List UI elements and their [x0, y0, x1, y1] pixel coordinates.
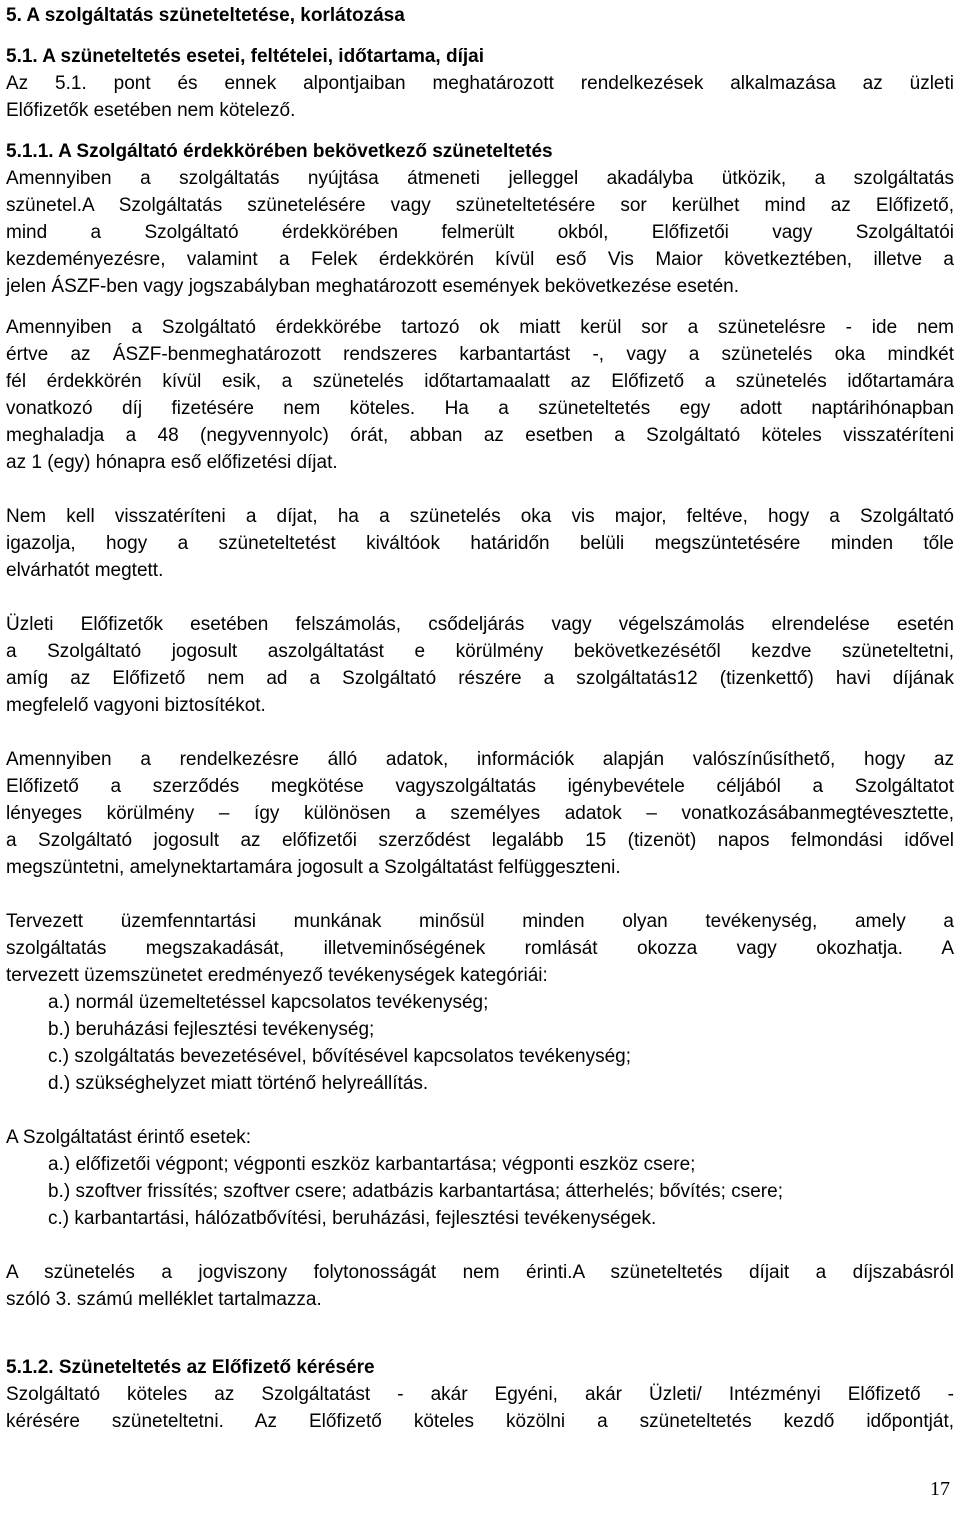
text-line: megszüntetni, amelynektartamára jogosult a Szolgáltatást felfüggeszteni.	[6, 857, 621, 878]
text-line: Tervezett üzemfenntartási munkának minősül minden olyan tevékenység, amely a	[6, 911, 954, 932]
text-line: tervezett üzemszünetet eredményező tevékenységek kategóriái:	[6, 965, 548, 986]
text-line: kezdeményezésre, valamint a Felek érdekkörén kívül eső Vis Maior következtében, illetve a	[6, 249, 954, 270]
text-line: A szünetelés a jogviszony folytonosságát nem érinti.A szüneteltetés díjait a díjszabásról	[6, 1262, 954, 1283]
subsubsection-title: 5.1.1. A Szolgáltató érdekkörében bekövetkező szüneteltetés	[6, 141, 553, 162]
text-line: szolgáltatás megszakadását, illetveminőségének romlását okozza vagy okozhatja. A	[6, 938, 954, 959]
text-line: meghaladja a 48 (negyvennyolc) órát, abban az esetben a Szolgáltató köteles visszatéríteni	[6, 425, 954, 446]
text-line: vonatkozó díj fizetésére nem köteles. Ha a szüneteltetés egy adott naptárihónapban	[6, 398, 954, 419]
text-line: Amennyiben a szolgáltatás nyújtása átmeneti jelleggel akadályba ütközik, a szolgáltatás	[6, 168, 954, 189]
list-item: b.) szoftver frissítés; szoftver csere; adatbázis karbantartása; átterhelés; bővítés; csere;	[48, 1181, 783, 1202]
text-line: Nem kell visszatéríteni a díjat, ha a szünetelés oka vis major, feltéve, hogy a Szolgáltató	[6, 506, 954, 527]
list-item: b.) beruházási fejlesztési tevékenység;	[48, 1019, 375, 1040]
text-line: Előfizetők esetében nem kötelező.	[6, 100, 296, 121]
text-line: fél érdekkörén kívül esik, a szünetelés időtartamaalatt az Előfizető a szünetelés időtartamára	[6, 371, 954, 392]
text-line: lényeges körülmény – így különösen a személyes adatok – vonatkozásábanmegtévesztette,	[6, 803, 954, 824]
list-item: d.) szükséghelyzet miatt történő helyreállítás.	[48, 1073, 429, 1094]
subsubsection-title: 5.1.2. Szüneteltetés az Előfizető kérésére	[6, 1357, 375, 1378]
text-line: Üzleti Előfizetők esetében felszámolás, csődeljárás vagy végelszámolás elrendelése esetén	[6, 614, 954, 635]
text-line: a Szolgáltató jogosult aszolgáltatást e körülmény bekövetkezésétől kezdve szüneteltetni,	[6, 641, 954, 662]
text-line: értve az ÁSZF-benmeghatározott rendszeres karbantartást -, vagy a szünetelés oka mindkét	[6, 344, 954, 365]
text-line: szóló 3. számú melléklet tartalmazza.	[6, 1289, 322, 1310]
text-line: kérésére szüneteltetni. Az Előfizető köteles közölni a szüneteltetés kezdő időpontját,	[6, 1411, 954, 1432]
text-line: A Szolgáltatást érintő esetek:	[6, 1127, 252, 1148]
section-title: 5. A szolgáltatás szüneteltetése, korlátozása	[6, 5, 405, 26]
page-number: 17	[930, 1478, 950, 1500]
list-item: a.) normál üzemeltetéssel kapcsolatos tevékenység;	[48, 992, 489, 1013]
list-item: c.) karbantartási, hálózatbővítési, beruházási, fejlesztési tevékenységek.	[48, 1208, 657, 1229]
document-page	[6, 0, 954, 1435]
text-line: elvárhatót megtett.	[6, 560, 164, 581]
subsection-title: 5.1. A szüneteltetés esetei, feltételei, időtartama, díjai	[6, 46, 484, 67]
text-line: mind a Szolgáltató érdekkörében felmerült okból, Előfizetői vagy Szolgáltatói	[6, 222, 954, 243]
text-line: Amennyiben a rendelkezésre álló adatok, információk alapján valószínűsíthető, hogy az	[6, 749, 954, 770]
text-line: Az 5.1. pont és ennek alpontjaiban meghatározott rendelkezések alkalmazása az üzleti	[6, 73, 954, 94]
list-item: a.) előfizetői végpont; végponti eszköz karbantartása; végponti eszköz csere;	[48, 1154, 696, 1175]
text-line: igazolja, hogy a szüneteltetést kiváltóok határidőn belüli megszüntetésére minden tőle	[6, 533, 954, 554]
text-line: Előfizető a szerződés megkötése vagyszolgáltatás igénybevétele céljából a Szolgáltatot	[6, 776, 954, 797]
text-line: Szolgáltató köteles az Szolgáltatást - akár Egyéni, akár Üzleti/ Intézményi Előfizető -	[6, 1384, 954, 1405]
text-line: az 1 (egy) hónapra eső előfizetési díjat.	[6, 452, 338, 473]
text-line: megfelelő vagyoni biztosítékot.	[6, 695, 266, 716]
text-line: amíg az Előfizető nem ad a Szolgáltató részére a szolgáltatás12 (tizenkettő) havi díjának	[6, 668, 954, 689]
list-item: c.) szolgáltatás bevezetésével, bővítésével kapcsolatos tevékenység;	[48, 1046, 631, 1067]
text-line: a Szolgáltató jogosult az előfizetői szerződést legalább 15 (tizenöt) napos felmondási idővel	[6, 830, 954, 851]
text-line: szünetel.A Szolgáltatás szünetelésére vagy szüneteltetésére sor kerülhet mind az Előfizető,	[6, 195, 954, 216]
text-line: jelen ÁSZF-ben vagy jogszabályban meghatározott események bekövetkezése esetén.	[6, 276, 739, 297]
text-line: Amennyiben a Szolgáltató érdekkörébe tartozó ok miatt kerül sor a szünetelésre - ide nem	[6, 317, 954, 338]
